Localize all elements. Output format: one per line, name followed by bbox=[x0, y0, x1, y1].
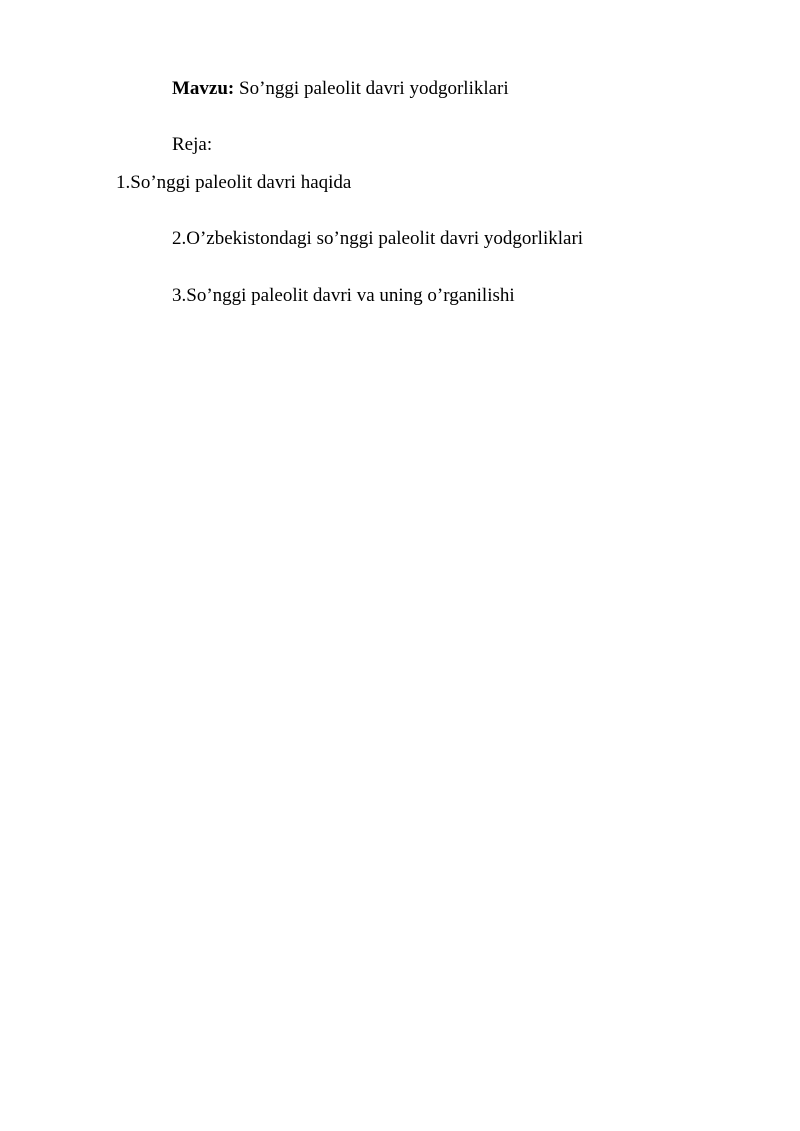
topic-label: Mavzu: bbox=[172, 78, 235, 99]
plan-item-1: 1.So’nggi paleolit davri haqida bbox=[116, 172, 352, 193]
topic-line bbox=[172, 77, 509, 101]
plan-heading: Reja: bbox=[172, 134, 213, 155]
plan-item-3: 3.So’nggi paleolit davri va uning o’rganilishi bbox=[172, 285, 515, 306]
topic-text: So’nggi paleolit davri yodgorliklari bbox=[239, 78, 509, 99]
plan-item-2: 2.O’zbekistondagi so’nggi paleolit davri yodgorliklari bbox=[172, 228, 584, 249]
